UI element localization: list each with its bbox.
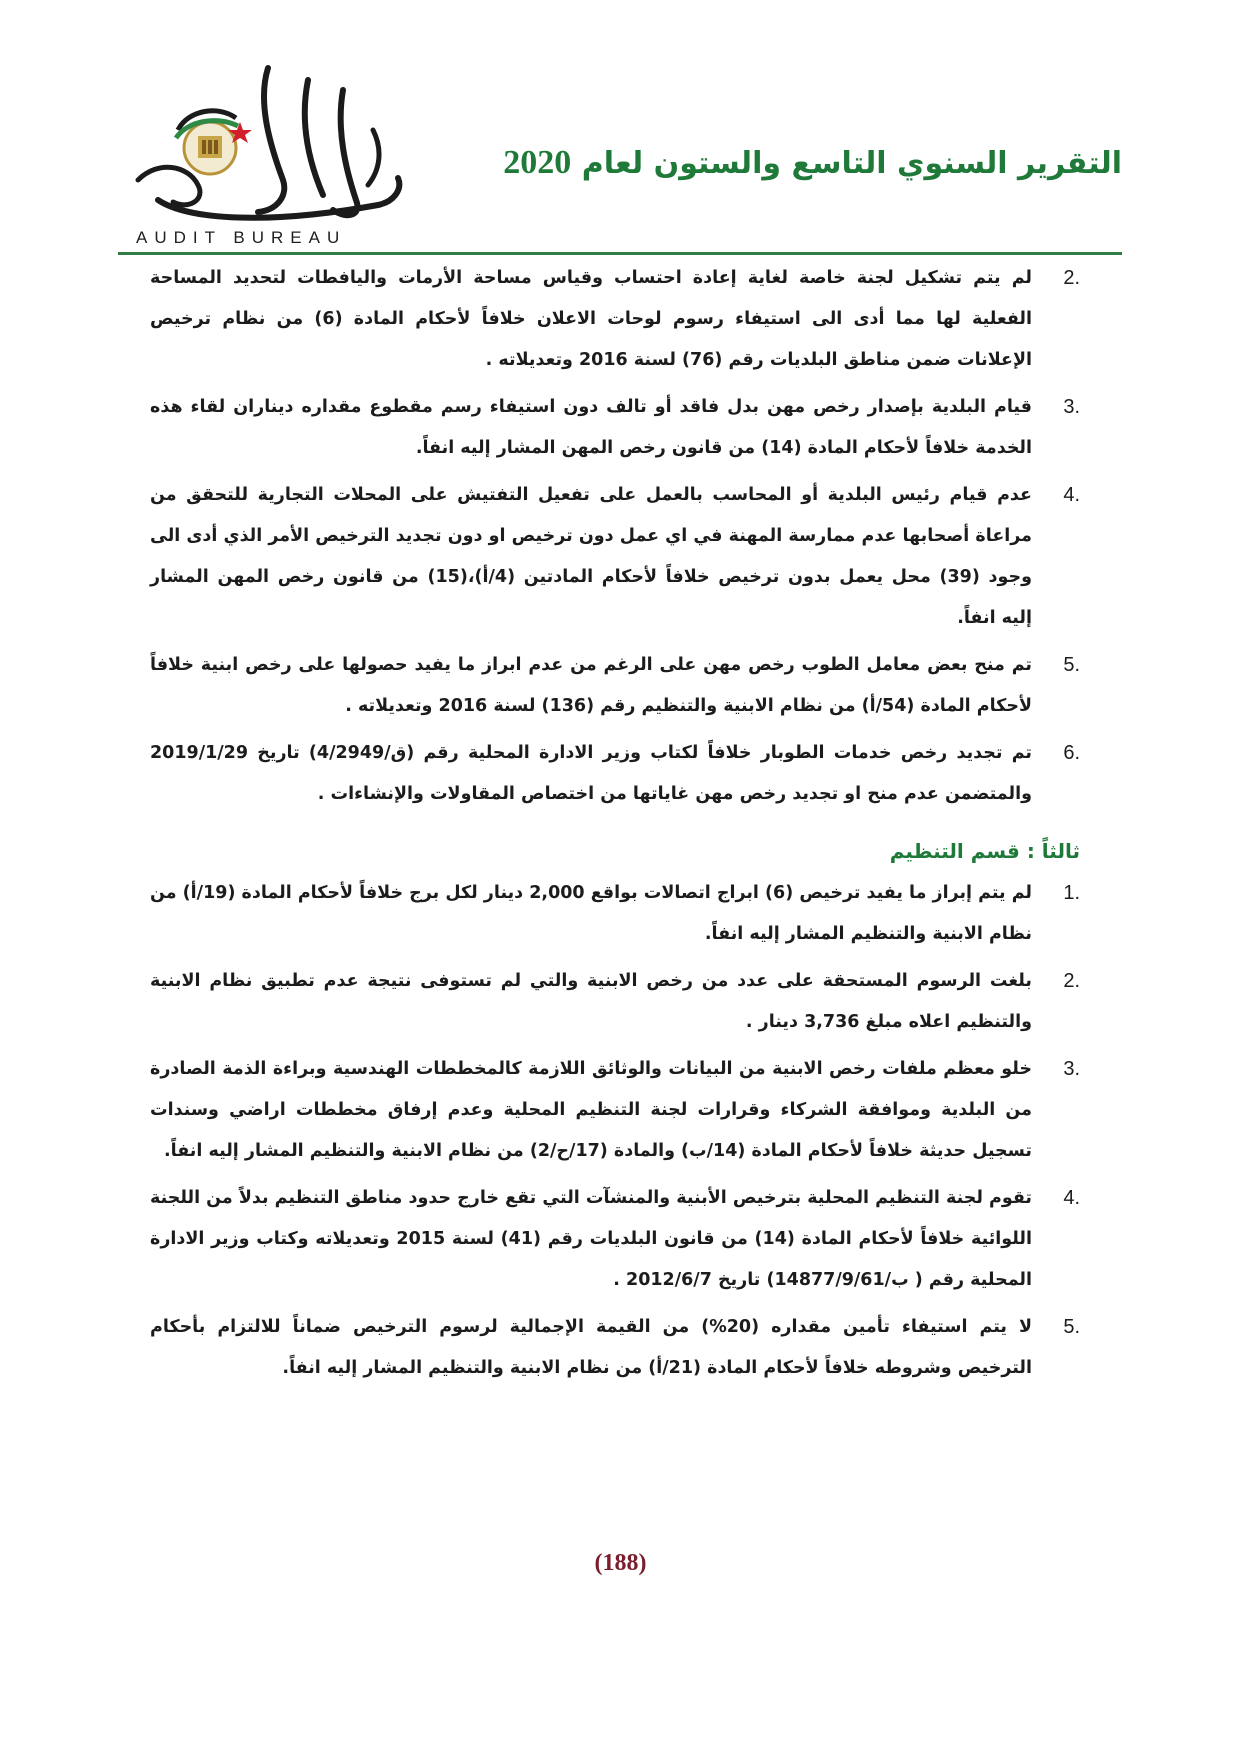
item-number: .5 <box>1063 1316 1080 1338</box>
item-text: لم يتم تشكيل لجنة خاصة لغاية إعادة احتساب وقياس مساحة الأرمات واليافطات لتحديد المساحة الفعلية لها مما أدى الى استيفاء رسوم لوحات الاعلان خلافاً لأحكام المادة (6) من نظام ترخيص الإعلانات ضمن مناطق البلديات رقم (76) لسنة 2016 وتعديلاته . <box>150 268 1032 370</box>
list-item <box>150 1178 1080 1301</box>
page-number: (188) <box>594 1550 647 1576</box>
logo-calligraphy <box>118 60 418 230</box>
section-heading: ثالثاً : قسم التنظيم <box>889 839 1080 863</box>
header-divider <box>118 252 1122 255</box>
item-text: تم تجديد رخص خدمات الطوبار خلافاً لكتاب وزير الادارة المحلية رقم (ق/4/2949) تاريخ 2019/1/29 والمتضمن عدم منح او تجديد رخص مهن غاياتها من اختصاص المقاولات والإنشاءات . <box>150 743 1032 804</box>
list-item <box>150 1307 1080 1389</box>
list-item <box>150 961 1080 1043</box>
item-text: قيام البلدية بإصدار رخص مهن بدل فاقد أو تالف دون استيفاء رسم مقطوع مقداره ديناران لقاء هذه الخدمة خلافاً لأحكام المادة (14) من قانون رخص المهن المشار إليه انفاً. <box>150 397 1032 458</box>
report-title-text: التقرير السنوي التاسع والستون لعام <box>571 146 1122 181</box>
item-number: .4 <box>1063 484 1080 506</box>
list-item <box>150 873 1080 955</box>
item-number: .3 <box>1063 396 1080 418</box>
item-number: .3 <box>1063 1058 1080 1080</box>
report-title <box>503 144 1122 182</box>
page-header <box>118 60 1122 260</box>
item-text: تم منح بعض معامل الطوب رخص مهن على الرغم من عدم ابراز ما يفيد حصولها على رخص ابنية خلافاً لأحكام المادة (54/أ) من نظام الابنية والتنظيم رقم (136) لسنة 2016 وتعديلاته . <box>150 655 1032 716</box>
item-number: .2 <box>1063 970 1080 992</box>
item-number: .6 <box>1063 742 1080 764</box>
audit-bureau-logo <box>118 60 418 260</box>
list-section-a <box>150 258 1080 815</box>
list-item <box>150 645 1080 727</box>
logo-caption: AUDIT BUREAU <box>136 228 347 247</box>
item-number: .1 <box>1063 882 1080 904</box>
item-text: لا يتم استيفاء تأمين مقداره (20%) من القيمة الإجمالية لرسوم الترخيص ضماناً للالتزام بأحكام الترخيص وشروطه خلافاً لأحكام المادة (21/أ) من نظام الابنية والتنظيم المشار إليه انفاً. <box>150 1317 1032 1378</box>
report-year: 2020 <box>503 144 572 181</box>
list-item <box>150 258 1080 381</box>
item-number: .2 <box>1063 267 1080 289</box>
item-text: عدم قيام رئيس البلدية أو المحاسب بالعمل على تفعيل التفتيش على المحلات التجارية للتحقق من مراعاة أصحابها عدم ممارسة المهنة في اي عمل دون ترخيص او دون تجديد الترخيص الأمر الذي أدى الى وجود (39) محل يعمل بدون ترخيص خلافاً لأحكام المادتين (4/أ)،(15) من قانون رخص المهن المشار إليه انفاً. <box>150 485 1032 628</box>
list-item <box>150 1049 1080 1172</box>
item-text: خلو معظم ملفات رخص الابنية من البيانات والوثائق اللازمة كالمخططات الهندسية وبراءة الذمة الصادرة من البلدية وموافقة الشركاء وقرارات لجنة التنظيم المحلية وعدم إرفاق مخططات اراضي وسندات تسجيل حديثة خلافاً لأحكام المادة (14/ب) والمادة (17/ح/2) من نظام الابنية والتنظيم المشار إليه انفاً. <box>150 1059 1032 1161</box>
list-item <box>150 475 1080 639</box>
item-text: تقوم لجنة التنظيم المحلية بترخيص الأبنية والمنشآت التي تقع خارج حدود مناطق التنظيم بدلاً من اللجنة اللوائية خلافاً لأحكام المادة (14) من قانون البلديات رقم (41) لسنة 2015 وتعديلاته وكتاب وزير الادارة المحلية رقم ( ب/14877/9/61) تاريخ 2012/6/7 . <box>150 1188 1032 1290</box>
item-text: لم يتم إبراز ما يفيد ترخيص (6) ابراج اتصالات بواقع 2,000 دينار لكل برج خلافاً لأحكام المادة (19/أ) من نظام الابنية والتنظيم المشار إليه انفاً. <box>150 883 1032 944</box>
list-item <box>150 733 1080 815</box>
item-number: .4 <box>1063 1187 1080 1209</box>
list-section-b <box>150 873 1080 1389</box>
item-text: بلغت الرسوم المستحقة على عدد من رخص الابنية والتي لم تستوفى نتيجة عدم تطبيق نظام الابنية والتنظيم اعلاه مبلغ 3,736 دينار . <box>150 971 1032 1032</box>
item-number: .5 <box>1063 654 1080 676</box>
list-item <box>150 387 1080 469</box>
page-content <box>150 258 1080 1395</box>
